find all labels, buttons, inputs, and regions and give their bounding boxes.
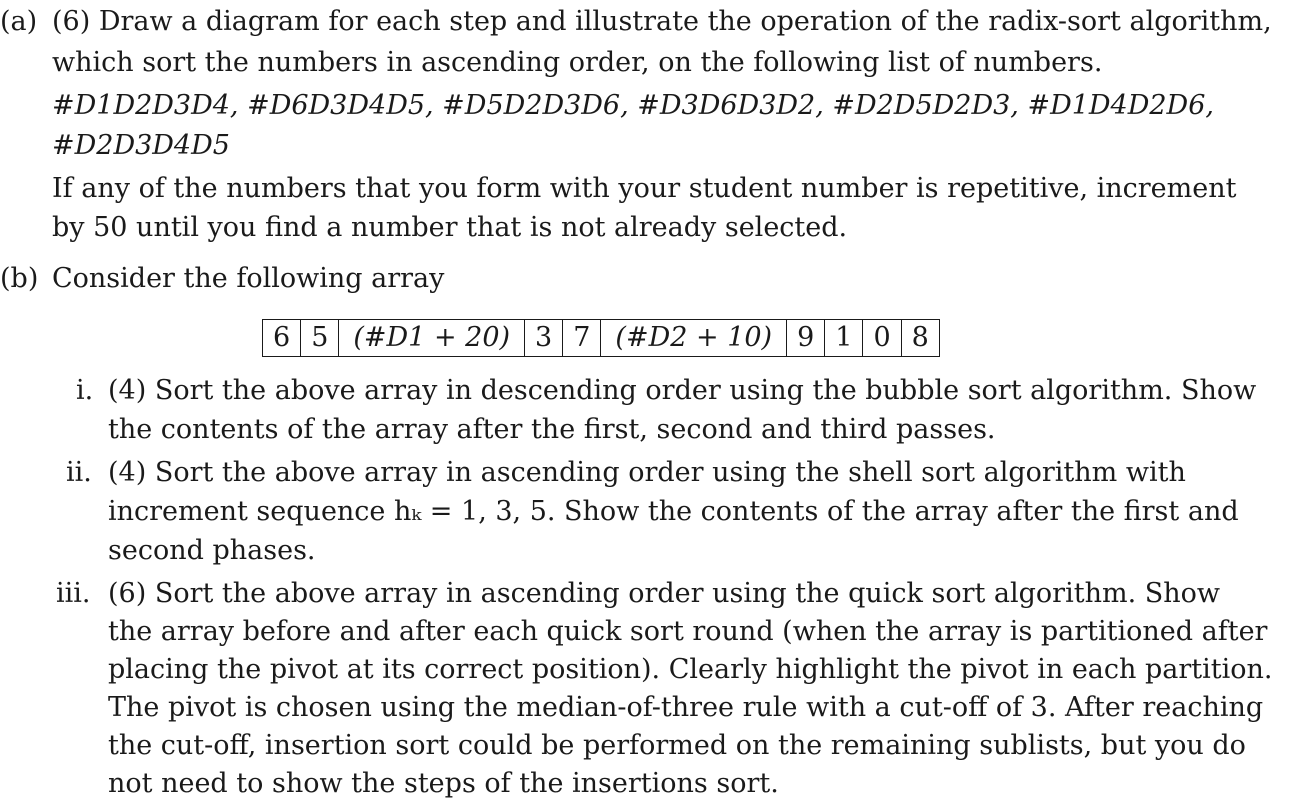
array-row xyxy=(263,320,940,357)
item-i-line-1: (4) Sort the above array in descending order using the bubble sort algorithm. Show xyxy=(108,375,1257,406)
item-iii-line-3: placing the pivot at its correct position). Clearly highlight the pivot in each partition. xyxy=(108,654,1273,685)
part-a-number-list-cont: #D2D3D4D5 xyxy=(52,130,230,161)
part-a-line-2: which sort the numbers in ascending order, on the following list of numbers. xyxy=(52,47,1103,78)
part-a-line-5: If any of the numbers that you form with your student number is repetitive, increment xyxy=(52,173,1237,204)
array-cell: 3 xyxy=(525,320,563,357)
item-ii-line-2: increment sequence hₖ = 1, 3, 5. Show the contents of the array after the first and xyxy=(108,496,1239,527)
item-ii-line-1: (4) Sort the above array in ascending order using the shell sort algorithm with xyxy=(108,457,1186,488)
array-cell: (#D1 + 20) xyxy=(339,320,525,357)
array-cell: 0 xyxy=(863,320,901,357)
array-cell: 6 xyxy=(263,320,301,357)
item-ii-marker: ii. xyxy=(66,457,92,488)
item-iii-line-2: the array before and after each quick sort round (when the array is partitioned after xyxy=(108,616,1268,647)
item-iii-line-1: (6) Sort the above array in ascending order using the quick sort algorithm. Show xyxy=(108,578,1220,609)
part-a-label: (a) xyxy=(0,6,38,37)
array-cell: (#D2 + 10) xyxy=(601,320,787,357)
item-iii-line-5: the cut-off, insertion sort could be performed on the remaining sublists, but you do xyxy=(108,730,1246,761)
part-a-line-1: (6) Draw a diagram for each step and illustrate the operation of the radix-sort algorithm, xyxy=(52,6,1272,37)
item-i-line-2: the contents of the array after the first, second and third passes. xyxy=(108,414,996,445)
item-iii-line-6: not need to show the steps of the insertions sort. xyxy=(108,768,779,799)
part-b-label: (b) xyxy=(0,263,39,294)
array-cell: 5 xyxy=(301,320,339,357)
part-a-line-6: by 50 until you find a number that is not already selected. xyxy=(52,212,848,243)
part-b-intro: Consider the following array xyxy=(52,263,445,294)
array-cell: 9 xyxy=(787,320,825,357)
array-cell: 8 xyxy=(901,320,939,357)
array-table xyxy=(262,319,940,357)
item-iii-line-4: The pivot is chosen using the median-of-three rule with a cut-off of 3. After reaching xyxy=(108,692,1264,723)
array-cell: 1 xyxy=(825,320,863,357)
item-ii-line-3: second phases. xyxy=(108,535,316,566)
item-i-marker: i. xyxy=(76,375,94,406)
array-cell: 7 xyxy=(563,320,601,357)
part-a-number-list: #D1D2D3D4, #D6D3D4D5, #D5D2D3D6, #D3D6D3D2, #D2D5D2D3, #D1D4D2D6, xyxy=(52,90,1214,121)
item-iii-marker: iii. xyxy=(56,578,91,609)
